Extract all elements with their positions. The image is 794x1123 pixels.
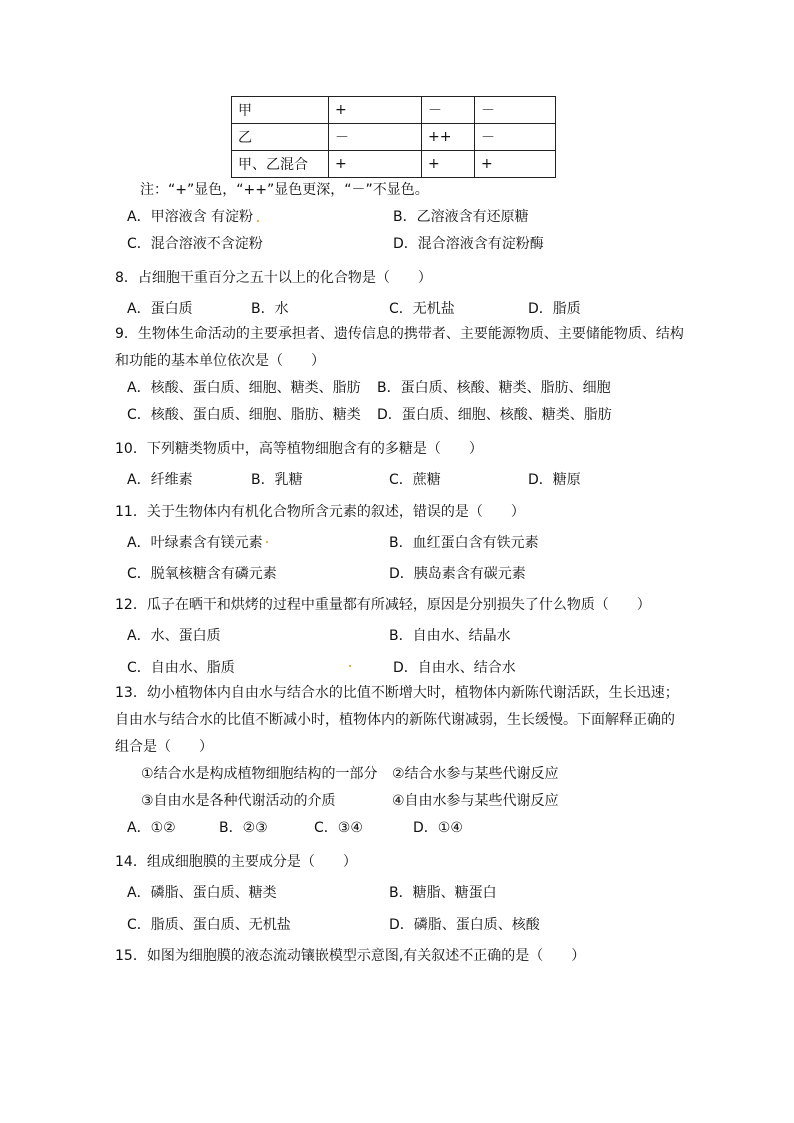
table-cell: + — [329, 151, 422, 178]
q9-option-a: A．核酸、蛋白质、细胞、糖类、脂肪 — [127, 380, 361, 396]
q13-statement-4: ④自由水参与某些代谢反应 — [392, 793, 559, 809]
q13-stem-line1: 13．幼小植物体内自由水与结合水的比值不断增大时，植物体内新陈代谢活跃，生长迅速； — [115, 685, 679, 701]
q9-stem-line2: 和功能的基本单位依次是（ ） — [115, 353, 325, 369]
q14-option-b: B．糖脂、糖蛋白 — [389, 885, 497, 901]
q8-option-b: B．水 — [251, 301, 289, 317]
q7-option-c: C．混合溶液不含淀粉 — [127, 236, 263, 252]
table-note: 注：“+”显色，“++”显色更深，“－”不显色。 — [140, 182, 429, 198]
q8-option-d: D．脂质 — [528, 301, 581, 317]
q11-option-c: C．脱氧核糖含有磷元素 — [127, 566, 277, 582]
q8-stem: 8．占细胞干重百分之五十以上的化合物是（ ） — [115, 270, 432, 286]
table-row — [232, 124, 556, 151]
q12-option-b: B．自由水、结晶水 — [389, 628, 511, 644]
q11-option-a: A．叶绿素含有镁元素 — [127, 535, 263, 551]
table-cell: 甲、乙混合 — [232, 151, 329, 178]
q8-option-c: C．无机盐 — [389, 301, 455, 317]
q13-option-b: B．②③ — [219, 820, 268, 836]
q9-stem-line1: 9．生物体生命活动的主要承担者、遗传信息的携带者、主要能源物质、主要储能物质、结构 — [115, 326, 684, 342]
q13-option-a: A．①② — [127, 820, 176, 836]
q10-stem: 10．下列糖类物质中，高等植物细胞含有的多糖是（ ） — [115, 441, 483, 457]
q13-option-d: D．①④ — [413, 820, 463, 836]
q14-option-c: C．脂质、蛋白质、无机盐 — [127, 917, 291, 933]
table-cell: 乙 — [232, 124, 329, 151]
table-cell: － — [475, 97, 556, 124]
q7-option-b: B．乙溶液含有还原糖 — [393, 209, 529, 225]
q7-option-a: A．甲溶液含 有淀粉 — [127, 209, 254, 225]
q10-option-b: B．乳糖 — [251, 472, 303, 488]
q11-option-b: B．血红蛋白含有铁元素 — [389, 535, 539, 551]
q13-stem-line3: 组合是（ ） — [115, 739, 213, 755]
table-row — [232, 151, 556, 178]
table-cell: 甲 — [232, 97, 329, 124]
ink-dot — [349, 665, 351, 667]
q12-option-c: C．自由水、脂质 — [127, 660, 235, 676]
q8-option-a: A．蛋白质 — [127, 301, 193, 317]
table-cell: + — [475, 151, 556, 178]
q13-option-c: C．③④ — [314, 820, 363, 836]
q11-option-d: D．胰岛素含有碳元素 — [389, 566, 526, 582]
q14-stem: 14．组成细胞膜的主要成分是（ ） — [115, 854, 357, 870]
q10-option-d: D．糖原 — [528, 472, 581, 488]
table-cell: + — [329, 97, 422, 124]
q12-option-d: D．自由水、结合水 — [393, 660, 516, 676]
q11-stem: 11．关于生物体内有机化合物所含元素的叙述，错误的是（ ） — [115, 504, 525, 520]
table-cell: － — [422, 97, 475, 124]
q14-option-d: D．磷脂、蛋白质、核酸 — [389, 917, 540, 933]
ink-dot — [266, 541, 268, 543]
q13-statement-1: ①结合水是构成植物细胞结构的一部分 — [141, 766, 378, 782]
q13-stem-line2: 自由水与结合水的比值不断减小时，植物体内的新陈代谢减弱，生长缓慢。下面解释正确的 — [115, 712, 675, 728]
q15-stem: 15．如图为细胞膜的液态流动镶嵌模型示意图,有关叙述不正确的是（ ） — [115, 948, 586, 964]
q7-option-d: D．混合溶液含有淀粉酶 — [393, 236, 544, 252]
table-cell: － — [329, 124, 422, 151]
q14-option-a: A．磷脂、蛋白质、糖类 — [127, 885, 277, 901]
q13-statement-2: ②结合水参与某些代谢反应 — [392, 766, 559, 782]
q12-option-a: A．水、蛋白质 — [127, 628, 221, 644]
table-cell: + — [422, 151, 475, 178]
result-table — [231, 96, 556, 178]
ink-dot — [257, 220, 259, 222]
q9-option-d: D．蛋白质、细胞、核酸、糖类、脂肪 — [377, 407, 612, 423]
q10-option-c: C．蔗糖 — [389, 472, 441, 488]
q9-option-c: C．核酸、蛋白质、细胞、脂肪、糖类 — [127, 407, 361, 423]
table-cell: ++ — [422, 124, 475, 151]
q9-option-b: B．蛋白质、核酸、糖类、脂肪、细胞 — [377, 380, 611, 396]
table-cell: － — [475, 124, 556, 151]
q13-statement-3: ③自由水是各种代谢活动的介质 — [141, 793, 336, 809]
q10-option-a: A．纤维素 — [127, 472, 193, 488]
table-row — [232, 97, 556, 124]
q12-stem: 12．瓜子在晒干和烘烤的过程中重量都有所减轻，原因是分别损失了什么物质（ ） — [115, 597, 651, 613]
